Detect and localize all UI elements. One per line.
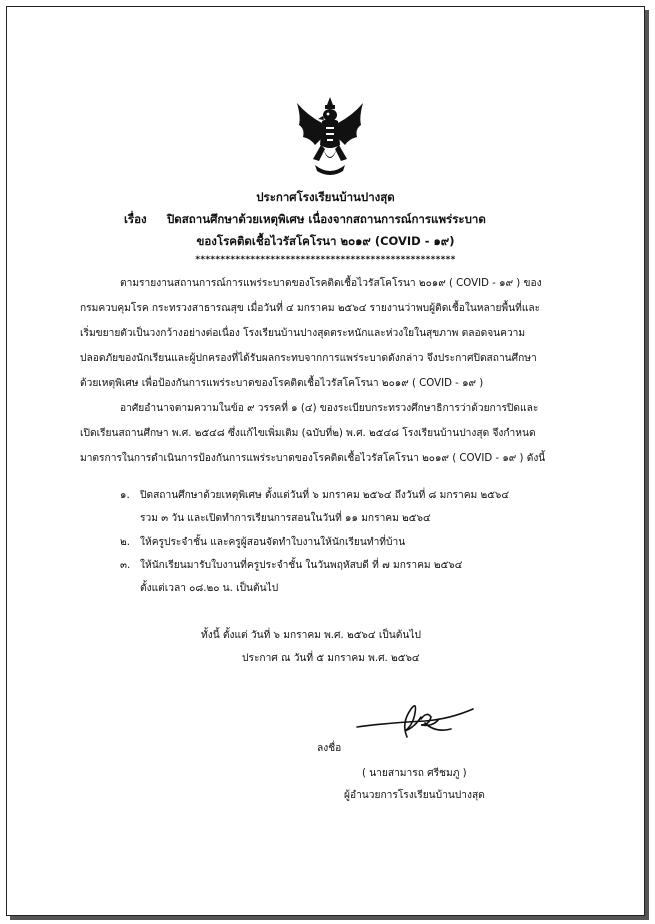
paragraph-1-line: ตามรายงานสถานการณ์การแพร่ระบาดของโรคติดเชื้อไวรัสโคโรนา ๒๐๑๙ ( COVID - ๑๙ ) ของ [120, 278, 542, 289]
paragraph-2-line: เปิดเรียนสถานศึกษา พ.ศ. ๒๕๔๘ ซึ่งแก้ไขเพิ่มเติม (ฉบับที่๒) พ.ศ. ๒๕๔๘ โรงเรียนบ้านปางสุด จึงกำหนด [80, 428, 536, 439]
item-number: ๑. [120, 490, 130, 501]
paragraph-1-line: เริ่มขยายตัวเป็นวงกว้างอย่างต่อเนื่อง โรงเรียนบ้านปางสุดตระหนักและห่วงใยในสุขภาพ ตลอดจนความ [80, 328, 526, 339]
divider-line: **************************************************** [195, 255, 456, 265]
paragraph-2-line: อาศัยอำนาจตามความในข้อ ๙ วรรคที่ ๑ (๔) ของระเบียบกระทรวงศึกษาธิการว่าด้วยการปิดและ [120, 403, 539, 414]
sign-label: ลงชื่อ [317, 743, 342, 754]
announcement-date: ประกาศ ณ วันที่ ๕ มกราคม พ.ศ. ๒๕๖๔ [242, 653, 420, 664]
item-number: ๓. [120, 560, 131, 571]
subject-line-1: ปิดสถานศึกษาด้วยเหตุพิเศษ เนื่องจากสถานการณ์การแพร่ระบาด [167, 212, 486, 226]
signatory-name: ( นายสามารถ ศรีชมภู ) [362, 768, 467, 779]
handwritten-signature-icon [355, 697, 475, 743]
item-text: ให้ครูประจำชั้น และครูผู้สอนจัดทำใบงานให้นักเรียนทำที่บ้าน [140, 537, 406, 548]
subject-line-2: ของโรคติดเชื้อไวรัสโคโรนา ๒๐๑๙ (COVID - ๑๙) [196, 234, 455, 248]
item-text: ตั้งแต่เวลา ๐๘.๒๐ น. เป็นต้นไป [140, 583, 279, 594]
announcement-title: ประกาศโรงเรียนบ้านปางสุด [256, 190, 395, 204]
signatory-position: ผู้อำนวยการโรงเรียนบ้านปางสุด [344, 790, 485, 801]
item-text: รวม ๓ วัน และเปิดทำการเรียนการสอนในวันที่ ๑๑ มกราคม ๒๕๖๔ [140, 513, 431, 524]
subject-label: เรื่อง [124, 212, 147, 226]
paragraph-1-line: ปลอดภัยของนักเรียนและผู้ปกครองที่ได้รับผลกระทบจากการแพร่ระบาดดังกล่าว จึงประกาศปิดสถานศึกษา [80, 353, 537, 364]
paragraph-2-line: มาตรการในการดำเนินการป้องกันการแพร่ระบาดของโรคติดเชื้อไวรัสโคโรนา ๒๐๑๙ ( COVID - ๑๙ ) ดังนี้ [80, 453, 546, 464]
paragraph-1-line: กรมควบคุมโรค กระทรวงสาธารณสุข เมื่อวันที่ ๔ มกราคม ๒๕๖๔ รายงานว่าพบผู้ติดเชื้อในหลายพื้นที่และ [80, 303, 541, 314]
item-number: ๒. [120, 537, 130, 548]
document-page [6, 6, 645, 916]
item-text: ปิดสถานศึกษาด้วยเหตุพิเศษ ตั้งแต่วันที่ ๖ มกราคม ๒๕๖๔ ถึงวันที่ ๘ มกราคม ๒๕๖๔ [140, 490, 510, 501]
paragraph-1-line: ด้วยเหตุพิเศษ เพื่อป้องกันการแพร่ระบาดของโรคติดเชื้อไวรัสโคโรนา ๒๐๑๙ ( COVID - ๑๙ ) [80, 378, 484, 389]
garuda-emblem-icon [293, 95, 367, 179]
item-text: ให้นักเรียนมารับใบงานที่ครูประจำชั้น ในวันพฤหัสบดี ที่ ๗ มกราคม ๒๕๖๔ [140, 560, 463, 571]
effective-date: ทั้งนี้ ตั้งแต่ วันที่ ๖ มกราคม พ.ศ. ๒๕๖๔ เป็นต้นไป [201, 630, 421, 641]
